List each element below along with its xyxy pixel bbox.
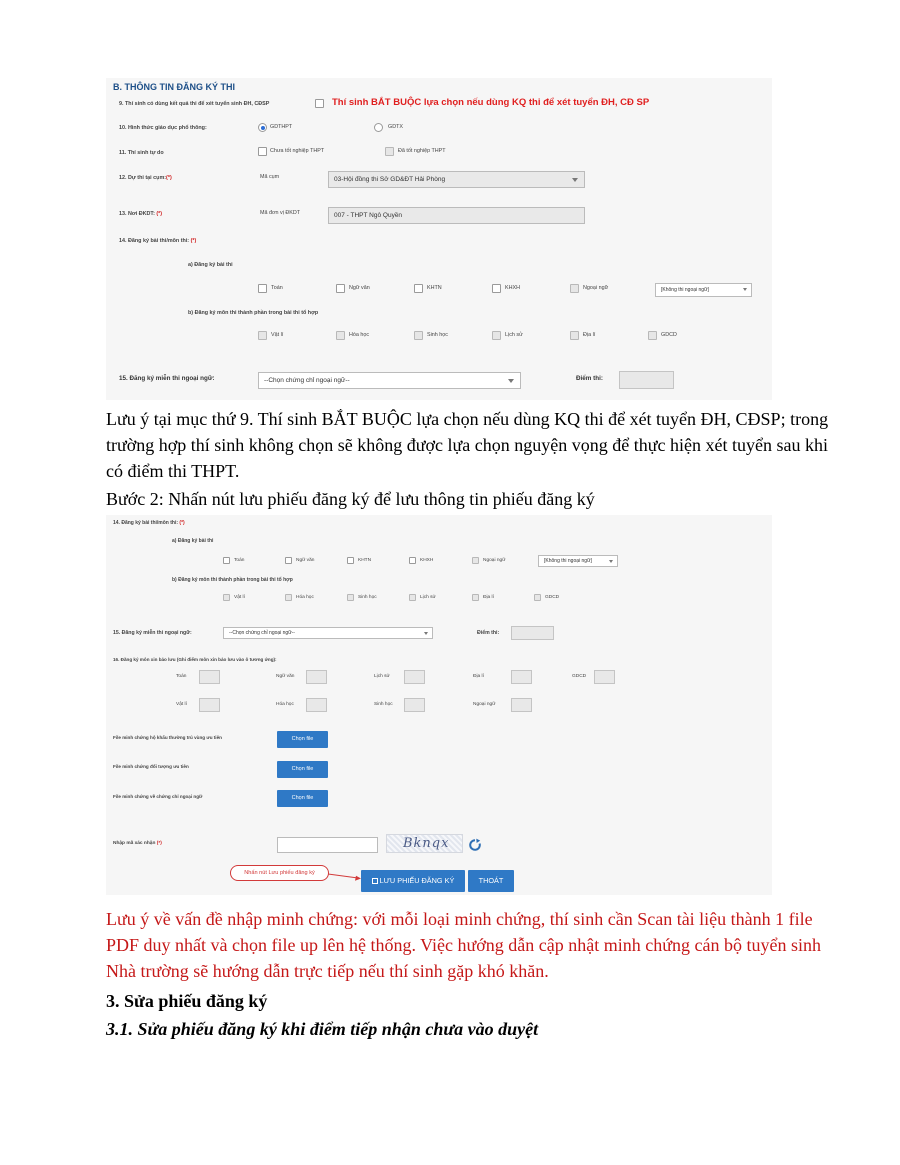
file-residence-label: File minh chứng hộ khẩu thường trú vùng ưu tiên <box>113 735 222 740</box>
q14b-subject: Địa lí <box>583 332 596 338</box>
q14a-label: a) Đăng ký bài thi <box>188 262 233 268</box>
chevron-down-icon <box>609 560 613 563</box>
q14b-checkbox-chemistry[interactable] <box>285 594 292 601</box>
section-3-1-heading: 3.1. Sửa phiếu đăng ký khi điểm tiếp nhận chưa vào duyệt <box>106 1019 539 1039</box>
q11-checkbox-graduated[interactable] <box>385 147 394 156</box>
q14a-select-value: [Không thi ngoại ngữ] <box>544 558 592 564</box>
q14a-checkbox-khtn[interactable] <box>414 284 423 293</box>
q11-label: 11. Thí sinh tự do <box>119 150 164 156</box>
q16-score-input-literature[interactable] <box>306 670 327 684</box>
q14a-subject: KHTN <box>358 558 372 563</box>
choose-file-priority-button[interactable]: Chọn file <box>277 761 328 778</box>
q16-score-input-physics[interactable] <box>199 698 220 712</box>
q14b-checkbox-history[interactable] <box>409 594 416 601</box>
callout-arrow-icon <box>328 872 362 882</box>
exit-button[interactable]: THOÁT <box>468 870 514 892</box>
q14a-subject: KHXH <box>505 285 520 291</box>
q9-checkbox[interactable] <box>315 99 324 108</box>
q15-select-value: --Chọn chứng chỉ ngoại ngữ-- <box>229 630 295 636</box>
q16-score-input-foreign-language[interactable] <box>511 698 532 712</box>
q15-certificate-select[interactable] <box>223 627 433 639</box>
q14b-label: b) Đăng ký môn thi thành phần trong bài thi tổ hợp <box>188 310 319 316</box>
q12-cluster-select[interactable] <box>328 171 585 188</box>
q14a-checkbox-literature[interactable] <box>285 557 292 564</box>
q14b-subject: Hóa học <box>296 595 314 600</box>
step-2-instruction: Bước 2: Nhấn nút lưu phiếu đăng ký để lưu thông tin phiếu đăng ký <box>106 489 595 509</box>
chevron-down-icon <box>572 178 578 182</box>
q14b-subject: Sinh học <box>358 595 377 600</box>
q14-label: 14. Đăng ký bài thi/môn thi: (*) <box>119 238 197 244</box>
q14a-subject: Ngữ văn <box>296 558 315 563</box>
q16-subject: Địa lí <box>473 674 484 679</box>
note-paragraph-q9: Lưu ý tại mục thứ 9. Thí sinh BẮT BUỘC lựa chọn nếu dùng KQ thi để xét tuyển ĐH, CĐSP; trong trường hợp thí sinh không chọn sẽ không được lựa chọn nguyện vọng để thực hiện xét tuyển sau khi có điểm thi THPT. <box>106 409 829 481</box>
choose-file-residence-button[interactable]: Chọn file <box>277 731 328 748</box>
q10-radio-gdthpt[interactable] <box>258 123 267 132</box>
q16-score-input-biology[interactable] <box>404 698 425 712</box>
q12-field-label: Mã cụm <box>260 174 280 180</box>
registration-form-screenshot-1 <box>106 78 772 400</box>
q16-score-input-math[interactable] <box>199 670 220 684</box>
q15-certificate-select[interactable] <box>258 372 521 389</box>
q14b-subject: GDCD <box>545 595 560 600</box>
q16-subject: Ngữ văn <box>276 674 295 679</box>
floppy-disk-icon <box>372 878 378 884</box>
captcha-image <box>386 834 463 853</box>
q14b-checkbox-civics[interactable] <box>648 331 657 340</box>
score-label: Điểm thi: <box>477 630 500 636</box>
file-language-cert-label: File minh chứng về chứng chỉ ngoại ngữ <box>113 794 203 799</box>
q14b-checkbox-history[interactable] <box>492 331 501 340</box>
q15-select-value: --Chọn chứng chỉ ngoại ngữ-- <box>264 377 350 384</box>
q13-label: 13. Nơi ĐKDT: (*) <box>119 211 163 217</box>
q10-label: 10. Hình thức giáo dục phổ thông: <box>119 125 207 131</box>
evidence-note-paragraph: Lưu ý về vấn đề nhập minh chứng: với mỗi loại minh chứng, thí sinh cần Scan tài liệu thành 1 file PDF duy nhất và chọn file up lên hệ thống. Việc hướng dẫn cập nhật minh chứng cán bộ tuyển sinh Nhà trường sẽ hướng dẫn trực tiếp nếu thí sinh gặp khó khăn. <box>106 909 821 981</box>
q13-unit-value: 007 - THPT Ngô Quyền <box>334 212 403 219</box>
q16-subject: GDCD <box>572 674 587 679</box>
q14b-subject: Sinh học <box>427 332 448 338</box>
q14-label: 14. Đăng ký bài thi/môn thi: (*) <box>113 520 185 526</box>
q9-required-note: Thí sinh BẮT BUỘC lựa chọn nếu dùng KQ thi để xét tuyển ĐH, CĐ SP <box>332 97 650 108</box>
q14a-select-value: [Không thi ngoại ngữ] <box>661 287 709 293</box>
save-callout: Nhấn nút Lưu phiếu đăng ký <box>230 865 329 881</box>
score-label: Điểm thi: <box>576 375 603 382</box>
q14b-subject: Hóa học <box>349 332 370 338</box>
q14a-subject: Ngoại ngữ <box>583 285 609 291</box>
q14b-checkbox-geography[interactable] <box>472 594 479 601</box>
q14b-subject: Lịch sử <box>420 595 436 600</box>
chevron-down-icon <box>743 288 747 291</box>
save-registration-button[interactable] <box>361 870 465 892</box>
score-input[interactable] <box>619 371 674 389</box>
q16-score-input-geography[interactable] <box>511 670 532 684</box>
q16-label: 16. Đăng ký môn xin bảo lưu (Ghi điểm môn xin bảo lưu vào ô tương ứng): <box>113 657 277 662</box>
q12-label: 12. Dự thi tại cụm:(*) <box>119 175 172 181</box>
q14a-checkbox-math[interactable] <box>258 284 267 293</box>
file-priority-label: File minh chứng đối tượng ưu tiên <box>113 764 189 769</box>
section-3-heading: 3. Sửa phiếu đăng ký <box>106 991 268 1011</box>
q11-checkbox-not-graduated[interactable] <box>258 147 267 156</box>
chevron-down-icon <box>424 632 428 635</box>
q14a-foreign-language-select[interactable] <box>655 283 752 297</box>
registration-form-screenshot-2 <box>106 515 772 895</box>
q14a-subject: Toán <box>234 558 245 563</box>
choose-file-language-cert-button[interactable]: Chọn file <box>277 790 328 807</box>
q12-cluster-value: 03-Hội đồng thi Sở GD&ĐT Hải Phòng <box>334 176 446 183</box>
q14b-checkbox-biology[interactable] <box>347 594 354 601</box>
q16-subject: Vật lí <box>176 702 187 707</box>
q16-subject: Lịch sử <box>374 674 390 679</box>
q16-subject: Sinh học <box>374 702 393 707</box>
q11-option-not-graduated: Chưa tốt nghiệp THPT <box>270 148 325 154</box>
q14b-checkbox-physics[interactable] <box>223 594 230 601</box>
q14b-checkbox-geography[interactable] <box>570 331 579 340</box>
q14b-subject: Vật lí <box>234 595 245 600</box>
q14a-checkbox-math[interactable] <box>223 557 230 564</box>
q16-score-input-chemistry[interactable] <box>306 698 327 712</box>
chevron-down-icon <box>508 379 514 383</box>
q10-option-gdtx: GDTX <box>388 124 403 130</box>
q10-radio-gdtx[interactable] <box>374 123 383 132</box>
captcha-input[interactable] <box>277 837 378 853</box>
q14b-checkbox-chemistry[interactable] <box>336 331 345 340</box>
q13-unit-field[interactable] <box>328 207 585 224</box>
captcha-label: Nhập mã xác nhận (*) <box>113 841 162 846</box>
q15-label: 15. Đăng ký miễn thi ngoại ngữ: <box>113 630 192 636</box>
q9-label: 9. Thí sinh có dùng kết quả thi để xét tuyển sinh ĐH, CĐSP <box>119 101 270 107</box>
q14b-subject: Vật lí <box>271 332 284 338</box>
q14b-label: b) Đăng ký môn thi thành phần trong bài thi tổ hợp <box>172 577 293 583</box>
save-registration-label: LƯU PHIẾU ĐĂNG KÝ <box>379 876 455 885</box>
q14a-checkbox-khxh[interactable] <box>492 284 501 293</box>
refresh-icon[interactable] <box>468 838 482 852</box>
q14b-subject: Lịch sử <box>505 332 523 338</box>
q14a-checkbox-foreign-language[interactable] <box>570 284 579 293</box>
q14a-subject: Ngoại ngữ <box>483 558 506 563</box>
q14a-subject: Toán <box>271 285 283 291</box>
q16-score-input-history[interactable] <box>404 670 425 684</box>
q14a-checkbox-khxh[interactable] <box>409 557 416 564</box>
captcha-text: Bknqx <box>403 836 450 851</box>
q16-subject: Toán <box>176 674 187 679</box>
q14a-subject: KHXH <box>420 558 434 563</box>
q16-subject: Ngoại ngữ <box>473 702 496 707</box>
q14b-subject: GDCD <box>661 332 677 338</box>
q14b-subject: Địa lí <box>483 595 494 600</box>
q14a-subject: Ngữ văn <box>349 285 370 291</box>
q14a-subject: KHTN <box>427 285 442 291</box>
q10-option-gdthpt: GDTHPT <box>270 124 293 130</box>
q14a-foreign-language-select[interactable] <box>538 555 618 567</box>
q11-option-graduated: Đã tốt nghiệp THPT <box>398 148 446 154</box>
q14a-checkbox-khtn[interactable] <box>347 557 354 564</box>
q14b-checkbox-physics[interactable] <box>258 331 267 340</box>
q14a-checkbox-foreign-language[interactable] <box>472 557 479 564</box>
q15-label: 15. Đăng ký miễn thi ngoại ngữ: <box>119 375 215 382</box>
q14a-label: a) Đăng ký bài thi <box>172 538 214 544</box>
q16-score-input-civics[interactable] <box>594 670 615 684</box>
q14b-checkbox-civics[interactable] <box>534 594 541 601</box>
section-title: B. THÔNG TIN ĐĂNG KÝ THI <box>113 82 235 92</box>
q14a-checkbox-literature[interactable] <box>336 284 345 293</box>
q16-subject: Hóa học <box>276 702 294 707</box>
q13-field-label: Mã đơn vị ĐKDT <box>260 210 301 216</box>
score-input[interactable] <box>511 626 554 640</box>
q14b-checkbox-biology[interactable] <box>414 331 423 340</box>
